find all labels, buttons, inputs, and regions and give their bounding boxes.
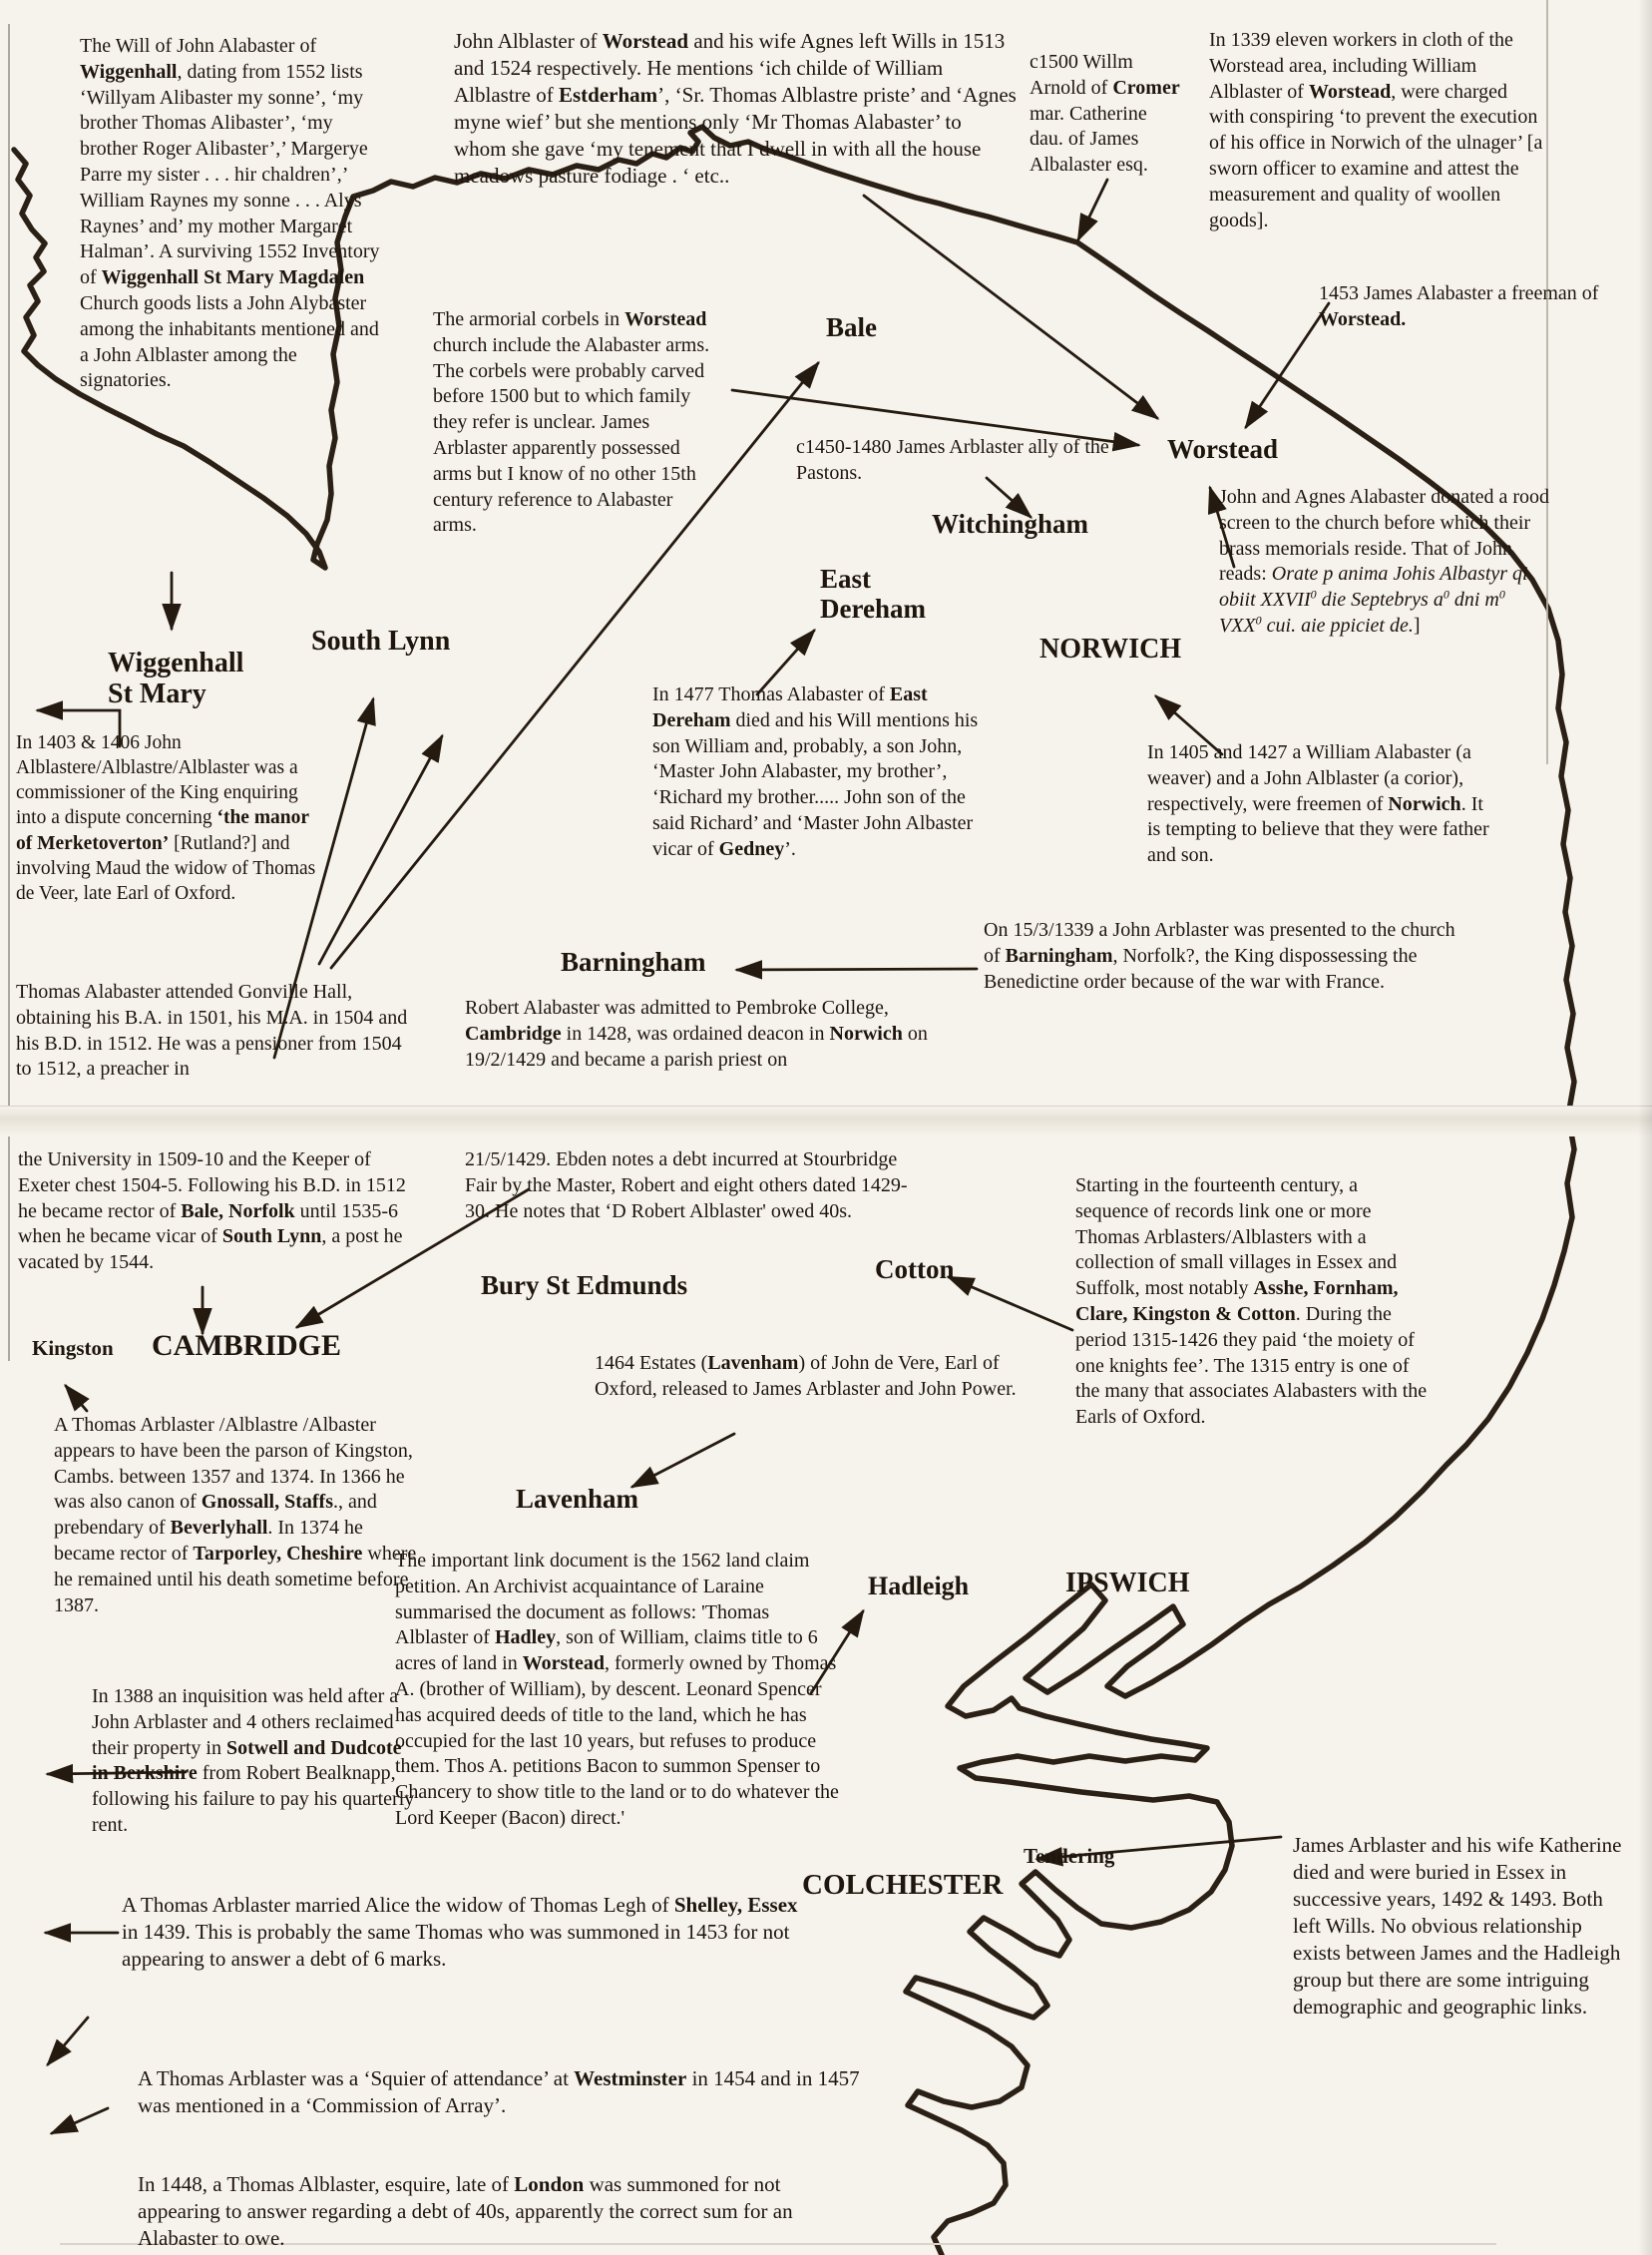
text-parson-kingston-seg-0: A Thomas Arblaster /Alblastre /Albaster appears to have been the parson of Kingston, Cambs. between 1357 and 1374. In 1366 he was also canon of <box>54 1414 413 1514</box>
text-rood-screen-seg-5: dni m <box>1448 589 1499 612</box>
text-james-katherine <box>1293 1832 1634 2022</box>
place-kingston <box>32 1337 114 1360</box>
text-fourteenth-century-seg-2: . During the period 1315-1426 they paid ‘the moiety of one knights fee’. The 1315 entry is one of the many that associates Alabasters with the Earls of Oxford. <box>1075 1302 1428 1429</box>
place-tendering <box>1024 1845 1114 1868</box>
text-1448-london-seg-1: London <box>514 2172 585 2196</box>
text-1405-freemen-norwich-seg-2: . It is tempting to believe that they were father and son. <box>1147 792 1489 867</box>
arrow-lavenham <box>632 1434 734 1487</box>
text-parson-kingston-seg-3: Beverlyhall <box>170 1517 268 1540</box>
text-pembroke-college-seg-1: Cambridge <box>465 1022 562 1045</box>
place-witchingham <box>932 510 1088 540</box>
text-wiggenhall-will-seg-0: The Will of John Alabaster of <box>80 35 317 57</box>
place-cotton-line-0: Cotton <box>875 1254 955 1284</box>
arrow-cromer <box>1078 180 1107 239</box>
text-rood-screen-seg-9: cui. aie ppiciet de. <box>1261 614 1414 637</box>
text-gonville-hall-seg-0: Thomas Alabaster attended Gonville Hall, obtaining his B.A. in 1501, his M.A. in 1504 and his B.D. in 1512. He was a pensioner from 1504 to 1512, a preacher in <box>16 981 408 1081</box>
text-1453-freeman-seg-0: 1453 James Alabaster a freeman of <box>1319 282 1599 304</box>
text-1339-ulnager-seg-1: Worstead <box>1308 80 1392 103</box>
text-parson-kingston-seg-4: . In 1374 he became rector of <box>54 1517 363 1565</box>
text-link-document-seg-0: The important link document is the 1562 land claim petition. An Archivist acquaintance of Laraine summarised the document as follows: 'Thomas Alblaster of <box>395 1550 810 1649</box>
text-squier-westminster-seg-1: Westminster <box>574 2066 687 2090</box>
scan-edge-right <box>1546 0 1548 764</box>
text-15-3-1339-barningham-seg-2: , Norfolk?, the King dispossessing the Benedictine order because of the war with France. <box>984 944 1418 993</box>
text-1403-commissioner-seg-1: ‘the manor of Merketoverton’ <box>16 807 309 854</box>
text-rood-screen-seg-3: die Septebrys a <box>1316 589 1444 612</box>
place-colchester <box>802 1870 1003 1902</box>
scan-edge-left <box>8 24 10 1361</box>
text-rood-screen-seg-6: 0 <box>1498 587 1505 602</box>
text-parson-kingston-seg-6: where he remained until his death sometime before 1387. <box>54 1542 417 1616</box>
text-1477-east-dereham-seg-0: In 1477 Thomas Alabaster of <box>652 683 890 705</box>
text-armorial-corbels-seg-0: The armorial corbels in <box>433 308 625 330</box>
text-worstead-wills-seg-1: Worstead <box>602 29 689 53</box>
text-rood-screen-seg-0: John and Agnes Alabaster donated a rood screen to the church before which their brass memorials reside. That of John reads: <box>1219 486 1550 586</box>
text-15-3-1339-barningham <box>984 918 1464 995</box>
text-married-alice-seg-2: in 1439. This is probably the same Thomas who was summoned in 1453 for not appearing to answer a debt of 6 marks. <box>122 1920 790 1972</box>
place-bale-line-0: Bale <box>826 312 877 342</box>
place-wiggenhall-st-mary-line-0: Wiggenhall <box>108 648 244 678</box>
text-squier-westminster-seg-2: in 1454 and in 1457 was mentioned in a ‘Commission of Array’. <box>138 2066 860 2118</box>
text-university-keeper-seg-2: until 1535-6 when he became vicar of <box>18 1199 399 1248</box>
text-cromer-arnold-seg-1: Cromer <box>1112 76 1180 99</box>
text-married-alice-seg-0: A Thomas Arblaster married Alice the widow of Thomas Legh of <box>122 1893 674 1917</box>
place-lavenham <box>516 1485 638 1515</box>
text-link-document-seg-4: , formerly owned by Thomas A. (brother of William), by descent. Leonard Spencer has acquired deeds of title to the land, which he has occupied for the last 10 years, but refuses to produce them. Thos A. petitions Bacon to summon Spenser to Chancery to show title to the land or to do whatever the Lord Keeper (Bacon) direct.' <box>395 1652 839 1829</box>
text-cromer-arnold-seg-2: mar. Catherine dau. of James Albalaster esq. <box>1030 102 1148 177</box>
place-bury-st-edmunds-line-0: Bury St Edmunds <box>481 1270 688 1300</box>
text-pembroke-college-seg-2: in 1428, was ordained deacon in <box>561 1022 830 1045</box>
text-cromer-arnold <box>1030 50 1181 179</box>
text-1464-lavenham-seg-0: 1464 Estates ( <box>595 1352 708 1374</box>
place-east-dereham-line-0: East <box>820 564 872 594</box>
text-1464-lavenham-seg-1: Lavenham <box>707 1352 799 1374</box>
text-armorial-corbels <box>433 307 710 539</box>
text-1405-freemen-norwich-seg-1: Norwich <box>1388 792 1461 815</box>
text-wiggenhall-will-seg-3: Wiggenhall St Mary Magdalen <box>101 266 365 289</box>
place-east-dereham <box>820 565 926 624</box>
text-rood-screen-seg-10: ] <box>1413 614 1421 637</box>
place-cambridge-line-0: CAMBRIDGE <box>152 1329 342 1362</box>
place-cotton <box>875 1255 955 1285</box>
text-worstead-wills-seg-0: John Alblaster of <box>454 29 603 53</box>
arrow-kingston <box>66 1386 87 1411</box>
place-ipswich-line-0: IPSWICH <box>1065 1568 1190 1598</box>
text-pembroke-college <box>465 996 932 1073</box>
text-1448-london-seg-0: In 1448, a Thomas Alblaster, esquire, late of <box>138 2172 515 2196</box>
arrow-worstead-from-wills <box>864 196 1157 418</box>
text-wiggenhall-will <box>80 34 391 394</box>
text-pastons-ally <box>796 435 1140 487</box>
place-ipswich <box>1065 1569 1189 1599</box>
place-wiggenhall-st-mary <box>108 649 243 710</box>
place-hadleigh <box>868 1573 969 1601</box>
text-15-3-1339-barningham-seg-0: On 15/3/1339 a John Arblaster was presented to the church of <box>984 919 1455 967</box>
place-colchester-line-0: COLCHESTER <box>802 1869 1004 1901</box>
page-right-shadow <box>1638 0 1652 2255</box>
text-1339-ulnager-seg-2: , were charged with conspiring ‘to prevent the execution of his office in Norwich of the ulnager’ [a sworn officer to examine and attest the measurement and quality of woollen goods]. <box>1209 80 1543 231</box>
place-south-lynn <box>311 627 450 658</box>
place-barningham-line-0: Barningham <box>561 947 706 977</box>
place-tendering-line-0: Tendering <box>1024 1844 1115 1868</box>
place-barningham <box>561 948 706 978</box>
text-parson-kingston-seg-1: Gnossall, Staffs <box>201 1491 333 1514</box>
text-university-keeper-seg-3: South Lynn <box>221 1225 322 1248</box>
arrow-westminster <box>48 2018 88 2064</box>
text-1464-lavenham-seg-2: ) of John de Vere, Earl of Oxford, released to James Arblaster and John Power. <box>595 1352 1017 1400</box>
text-worstead-wills <box>454 28 1019 190</box>
text-rood-screen-seg-1: Orate p anima Johis Albastyr qi obiit XXVII <box>1219 563 1528 612</box>
text-wiggenhall-will-seg-4: Church goods lists a John Alybaster among the inhabitants mentioned and a John Alblaster among the signatories. <box>80 291 379 392</box>
place-bury-st-edmunds <box>481 1271 687 1301</box>
text-fourteenth-century-seg-0: Starting in the fourteenth century, a sequence of records link one or more Thomas Arblasters/Alblasters with a collection of small villages in Essex and Suffolk, most notably <box>1075 1174 1398 1300</box>
text-1477-east-dereham-seg-1: East Dereham <box>652 683 928 731</box>
text-link-document <box>395 1549 842 1832</box>
text-15-3-1339-barningham-seg-1: Barningham <box>1005 944 1113 967</box>
text-fourteenth-century <box>1075 1173 1433 1431</box>
text-pastons-ally-seg-0: c1450-1480 James Arblaster ally of the Pastons. <box>796 436 1109 484</box>
text-1464-lavenham <box>595 1351 1018 1403</box>
text-1477-east-dereham <box>652 682 1000 863</box>
arrow-south-lynn-2 <box>319 736 442 964</box>
text-1477-east-dereham-seg-2: died and his Will mentions his son William and, probably, a son John, ‘Master John Alabaster, my brother’, ‘Richard my brother..... John son of the said Richard’ and ‘Master John Albaster vicar of <box>652 708 979 860</box>
text-1388-inquisition-seg-2: from Robert Bealknapp, following his failure to pay his quarterly rent. <box>92 1762 415 1836</box>
text-1405-freemen-norwich <box>1147 740 1494 869</box>
text-1453-freeman-seg-1: Worstead. <box>1319 307 1407 330</box>
fold-crease <box>0 1106 1652 1136</box>
text-university-keeper-seg-1: Bale, Norfolk <box>181 1199 295 1222</box>
text-worstead-wills-seg-2: and his wife Agnes left Wills in 1513 and 1524 respectively. He mentions ‘ich childe of William Alblastre of <box>454 29 1006 108</box>
text-1477-east-dereham-seg-4: ’. <box>784 837 796 860</box>
text-1403-commissioner-seg-0: In 1403 & 1406 John Alblastere/Alblastre/Alblaster was a commissioner of the King enquiring into a dispute concerning <box>16 732 298 829</box>
text-squier-westminster <box>138 2065 860 2119</box>
text-married-alice-seg-1: Shelley, Essex <box>673 1893 798 1917</box>
text-1403-commissioner <box>16 730 323 906</box>
text-rood-screen-seg-7: VXX <box>1219 614 1256 637</box>
arrow-barningham <box>737 969 977 970</box>
text-1453-freeman <box>1319 281 1628 333</box>
text-worstead-wills-seg-4: ’, ‘Sr. Thomas Alblastre priste’ and ‘Agnes myne wief’ but she mentions only ‘Mr Thomas Alabaster’ to whom she gave ‘my tenement that I dwell in with all the house meadows pasture fodiage . ‘ etc.. <box>454 83 1017 189</box>
arrow-london <box>52 2108 108 2133</box>
text-link-document-seg-2: , son of William, claims title to 6 acres of land in <box>395 1626 818 1675</box>
text-wiggenhall-will-seg-1: Wiggenhall <box>80 60 178 83</box>
text-1388-inquisition-seg-0: In 1388 an inquisition was held after a John Arblaster and 4 others reclaimed their property in <box>92 1685 399 1759</box>
text-stourbridge-debt <box>465 1147 916 1224</box>
place-east-dereham-line-1: Dereham <box>820 593 926 624</box>
text-university-keeper-seg-0: the University in 1509-10 and the Keeper of Exeter chest 1504-5. Following his B.D. in 1512 he became rector of <box>18 1148 406 1222</box>
place-bale <box>826 313 877 343</box>
text-university-keeper-seg-4: , a post he vacated by 1544. <box>18 1225 403 1274</box>
text-wiggenhall-will-seg-2: , dating from 1552 lists ‘Willyam Alibaster my sonne’, ‘my brother Thomas Alibaster’, ‘my brother Roger Alibaster’,’ Margerye Parre my sister . . . hir chaldren’,’ William Raynes my sonne . . . Alys Raynes’ and’ my mother Margaret Halman’. A surviving 1552 Inventory of <box>80 60 380 289</box>
place-witchingham-line-0: Witchingham <box>932 509 1089 539</box>
text-gonville-hall <box>16 980 417 1083</box>
text-rood-screen-seg-2: 0 <box>1310 587 1317 602</box>
text-rood-screen-seg-4: 0 <box>1443 587 1449 602</box>
text-rood-screen-seg-8: 0 <box>1255 613 1262 628</box>
text-fourteenth-century-seg-1: Asshe, Fornham, Clare, Kingston & Cotton <box>1075 1277 1399 1325</box>
place-kingston-line-0: Kingston <box>32 1336 114 1360</box>
text-cromer-arnold-seg-0: c1500 Willm Arnold of <box>1030 51 1133 99</box>
text-1388-inquisition-seg-1: Sotwell and Dudcote in Berkshire <box>92 1736 402 1785</box>
place-worstead <box>1167 435 1278 465</box>
text-rood-screen <box>1219 485 1550 640</box>
text-worstead-wills-seg-3: Estderham <box>558 83 658 108</box>
text-1403-commissioner-seg-2: [Rutland?] and involving Maud the widow of Thomas de Veer, late Earl of Oxford. <box>16 832 316 904</box>
text-pembroke-college-seg-4: on 19/2/1429 and became a parish priest on <box>465 1022 928 1071</box>
text-pembroke-college-seg-3: Norwich <box>829 1022 903 1045</box>
text-1448-london <box>138 2171 800 2252</box>
text-1405-freemen-norwich-seg-0: In 1405 and 1427 a William Alabaster (a weaver) and a John Alblaster (a corior), respectively, were freemen of <box>1147 741 1471 815</box>
place-lavenham-line-0: Lavenham <box>516 1484 639 1514</box>
arrow-cotton <box>949 1277 1072 1330</box>
text-squier-westminster-seg-0: A Thomas Arblaster was a ‘Squier of attendance’ at <box>138 2066 575 2090</box>
text-parson-kingston <box>54 1413 425 1618</box>
place-cambridge <box>152 1329 341 1362</box>
text-1339-ulnager-seg-0: In 1339 eleven workers in cloth of the Worstead area, including William Alblaster of <box>1209 29 1513 103</box>
place-norwich <box>1039 635 1181 666</box>
place-wiggenhall-st-mary-line-1: St Mary <box>108 677 206 709</box>
text-parson-kingston-seg-2: ., and prebendary of <box>54 1491 377 1540</box>
text-pembroke-college-seg-0: Robert Alabaster was admitted to Pembroke College, <box>465 997 889 1019</box>
text-married-alice <box>122 1892 814 1973</box>
text-armorial-corbels-seg-2: church include the Alabaster arms. The corbels were probably carved before 1500 but to which family they refer is unclear. James Arblaster apparently possessed arms but I know of no other 15th century reference to Alabaster arms. <box>433 333 710 537</box>
text-1388-inquisition <box>92 1684 423 1839</box>
place-worstead-line-0: Worstead <box>1167 434 1278 464</box>
text-link-document-seg-3: Worstead <box>522 1652 605 1675</box>
place-norwich-line-0: NORWICH <box>1039 634 1182 665</box>
place-south-lynn-line-0: South Lynn <box>311 626 451 657</box>
text-stourbridge-debt-seg-0: 21/5/1429. Ebden notes a debt incurred at Stourbridge Fair by the Master, Robert and eight others dated 1429-30. He notes that ‘D Robert Alblaster' owed 40s. <box>465 1148 908 1222</box>
text-1339-ulnager <box>1209 28 1546 233</box>
text-james-katherine-seg-0: James Arblaster and his wife Katherine died and were buried in Essex in successive years, 1492 & 1493. Both left Wills. No obvious relationship exists between James and the Hadleigh group but there are some intriguing demographic and geographic links. <box>1293 1833 1622 2020</box>
text-armorial-corbels-seg-1: Worstead <box>624 308 707 330</box>
text-link-document-seg-1: Hadley <box>494 1626 557 1649</box>
text-university-keeper <box>18 1147 415 1276</box>
text-1477-east-dereham-seg-3: Gedney <box>718 837 785 860</box>
text-1448-london-seg-2: was summoned for not appearing to answer regarding a debt of 40s, apparently the correct sum for an Alabaster to owe. <box>138 2172 793 2251</box>
text-parson-kingston-seg-5: Tarporley, Cheshire <box>193 1542 363 1565</box>
place-hadleigh-line-0: Hadleigh <box>868 1572 970 1600</box>
